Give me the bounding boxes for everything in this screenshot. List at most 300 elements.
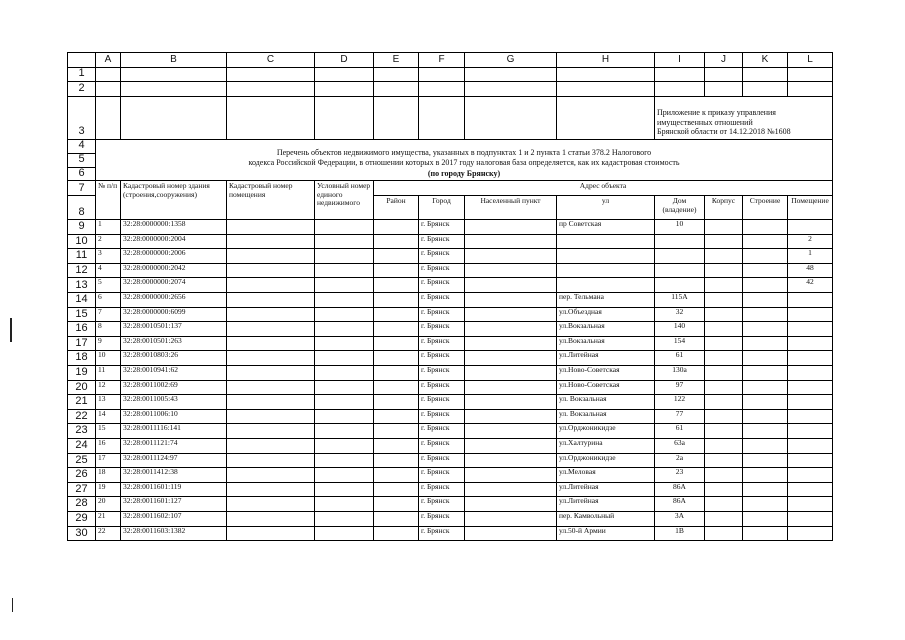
row-number[interactable]: 7	[68, 181, 96, 196]
cell-district[interactable]	[374, 497, 419, 512]
column-header-b[interactable]: B	[121, 53, 227, 68]
header-korpus[interactable]: Корпус	[705, 196, 743, 220]
cell-district[interactable]	[374, 220, 419, 235]
cell-street[interactable]	[557, 278, 655, 293]
cell-building[interactable]	[743, 263, 788, 278]
row-number[interactable]: 26	[68, 468, 96, 483]
document-title-cell[interactable]	[96, 140, 833, 181]
cell[interactable]	[96, 196, 121, 220]
header-street[interactable]: ул	[557, 196, 655, 220]
cell-room[interactable]	[788, 439, 833, 454]
cell-number[interactable]: 18	[96, 468, 121, 483]
row-number[interactable]: 10	[68, 234, 96, 249]
cell-street[interactable]: ул.Орджоникидзе	[557, 424, 655, 439]
row-number[interactable]: 9	[68, 220, 96, 235]
cell-room[interactable]	[788, 293, 833, 308]
cell-room[interactable]	[788, 424, 833, 439]
cell-locality[interactable]	[465, 249, 557, 264]
cell-city[interactable]: г. Брянск	[419, 278, 465, 293]
header-cadastral-building[interactable]: Кадастровый номер здания (строения,сооружения)	[121, 181, 227, 220]
cell-locality[interactable]	[465, 439, 557, 454]
cell-building[interactable]	[743, 249, 788, 264]
column-header-i[interactable]: I	[655, 53, 705, 68]
row-number[interactable]: 12	[68, 263, 96, 278]
cell-district[interactable]	[374, 263, 419, 278]
cell-building[interactable]	[743, 439, 788, 454]
cell-korpus[interactable]	[705, 307, 743, 322]
cell-city[interactable]: г. Брянск	[419, 336, 465, 351]
cell-district[interactable]	[374, 395, 419, 410]
cell-city[interactable]: г. Брянск	[419, 249, 465, 264]
cell-building[interactable]	[743, 468, 788, 483]
cell-locality[interactable]	[465, 395, 557, 410]
cell-locality[interactable]	[465, 482, 557, 497]
cell-city[interactable]: г. Брянск	[419, 511, 465, 526]
row-number[interactable]: 2	[68, 82, 96, 97]
cell[interactable]	[96, 82, 121, 97]
cell-korpus[interactable]	[705, 497, 743, 512]
cell-house[interactable]: 140	[655, 322, 705, 337]
cell-locality[interactable]	[465, 497, 557, 512]
cell-cadastral-number[interactable]: 32:28:0011002:69	[121, 380, 227, 395]
row-number[interactable]: 24	[68, 439, 96, 454]
cell-cadastral-room[interactable]	[227, 395, 315, 410]
cell-district[interactable]	[374, 322, 419, 337]
cell-building[interactable]	[743, 395, 788, 410]
cell-number[interactable]: 20	[96, 497, 121, 512]
cell-number[interactable]: 21	[96, 511, 121, 526]
cell[interactable]	[121, 68, 227, 82]
cell-street[interactable]: ул.Халтурина	[557, 439, 655, 454]
cell-city[interactable]: г. Брянск	[419, 220, 465, 235]
cell-house[interactable]: 61	[655, 351, 705, 366]
cell-conditional-number[interactable]	[315, 380, 374, 395]
cell-korpus[interactable]	[705, 293, 743, 308]
cell-cadastral-room[interactable]	[227, 453, 315, 468]
cell-street[interactable]: ул.Ново-Советская	[557, 366, 655, 381]
row-number[interactable]: 4	[68, 140, 96, 154]
corner-cell[interactable]	[68, 53, 96, 68]
cell-city[interactable]: г. Брянск	[419, 409, 465, 424]
cell[interactable]	[705, 82, 743, 97]
cell-cadastral-number[interactable]: 32:28:0010501:137	[121, 322, 227, 337]
cell-number[interactable]: 16	[96, 439, 121, 454]
cell-house[interactable]: 10	[655, 220, 705, 235]
cell-korpus[interactable]	[705, 453, 743, 468]
cell-locality[interactable]	[465, 307, 557, 322]
cell-cadastral-room[interactable]	[227, 366, 315, 381]
cell-conditional-number[interactable]	[315, 482, 374, 497]
cell-number[interactable]: 2	[96, 234, 121, 249]
cell-cadastral-room[interactable]	[227, 249, 315, 264]
cell-cadastral-room[interactable]	[227, 409, 315, 424]
row-number[interactable]: 15	[68, 307, 96, 322]
cell-cadastral-room[interactable]	[227, 482, 315, 497]
row-number[interactable]: 1	[68, 68, 96, 82]
cell[interactable]	[788, 68, 833, 82]
header-room[interactable]: Помещение	[788, 196, 833, 220]
row-number[interactable]: 21	[68, 395, 96, 410]
cell-district[interactable]	[374, 234, 419, 249]
row-number[interactable]: 6	[68, 167, 96, 181]
cell-cadastral-room[interactable]	[227, 526, 315, 541]
cell-building[interactable]	[743, 380, 788, 395]
header-city[interactable]: Город	[419, 196, 465, 220]
cell-korpus[interactable]	[705, 424, 743, 439]
cell-house[interactable]	[655, 263, 705, 278]
cell-house[interactable]: 122	[655, 395, 705, 410]
cell-room[interactable]	[788, 453, 833, 468]
cell-house[interactable]: 86А	[655, 482, 705, 497]
cell-locality[interactable]	[465, 424, 557, 439]
cell-room[interactable]	[788, 468, 833, 483]
cell-korpus[interactable]	[705, 380, 743, 395]
cell[interactable]	[655, 82, 705, 97]
cell-korpus[interactable]	[705, 511, 743, 526]
cell[interactable]	[227, 97, 315, 140]
cell-district[interactable]	[374, 482, 419, 497]
cell-house[interactable]: 63а	[655, 439, 705, 454]
cell-conditional-number[interactable]	[315, 336, 374, 351]
cell-locality[interactable]	[465, 220, 557, 235]
cell-cadastral-room[interactable]	[227, 336, 315, 351]
cell-number[interactable]: 12	[96, 380, 121, 395]
cell-cadastral-number[interactable]: 32:28:0000000:1358	[121, 220, 227, 235]
cell-building[interactable]	[743, 336, 788, 351]
cell-number[interactable]: 1	[96, 220, 121, 235]
cell-district[interactable]	[374, 468, 419, 483]
cell[interactable]	[315, 82, 374, 97]
row-number[interactable]: 13	[68, 278, 96, 293]
cell[interactable]	[557, 68, 655, 82]
cell-room[interactable]	[788, 497, 833, 512]
cell-city[interactable]: г. Брянск	[419, 526, 465, 541]
cell-number[interactable]: 22	[96, 526, 121, 541]
cell-korpus[interactable]	[705, 482, 743, 497]
cell-locality[interactable]	[465, 263, 557, 278]
cell-district[interactable]	[374, 526, 419, 541]
cell-building[interactable]	[743, 293, 788, 308]
cell-city[interactable]: г. Брянск	[419, 263, 465, 278]
cell-district[interactable]	[374, 249, 419, 264]
cell-city[interactable]: г. Брянск	[419, 380, 465, 395]
cell-conditional-number[interactable]	[315, 263, 374, 278]
cell-district[interactable]	[374, 511, 419, 526]
cell-cadastral-room[interactable]	[227, 307, 315, 322]
cell-room[interactable]	[788, 380, 833, 395]
cell-building[interactable]	[743, 453, 788, 468]
cell-street[interactable]: ул. Вокзальная	[557, 409, 655, 424]
cell-street[interactable]: ул.Меловая	[557, 468, 655, 483]
cell-building[interactable]	[743, 409, 788, 424]
cell-locality[interactable]	[465, 526, 557, 541]
cell-cadastral-number[interactable]: 32:28:0000000:2656	[121, 293, 227, 308]
cell-city[interactable]: г. Брянск	[419, 322, 465, 337]
row-number[interactable]: 5	[68, 153, 96, 167]
column-header-d[interactable]: D	[315, 53, 374, 68]
cell-city[interactable]: г. Брянск	[419, 453, 465, 468]
cell-city[interactable]: г. Брянск	[419, 497, 465, 512]
cell-building[interactable]	[743, 307, 788, 322]
cell-city[interactable]: г. Брянск	[419, 439, 465, 454]
row-number[interactable]: 18	[68, 351, 96, 366]
column-header-j[interactable]: J	[705, 53, 743, 68]
cell-district[interactable]	[374, 453, 419, 468]
row-number[interactable]: 27	[68, 482, 96, 497]
cell-cadastral-room[interactable]	[227, 424, 315, 439]
cell-building[interactable]	[743, 424, 788, 439]
cell-conditional-number[interactable]	[315, 439, 374, 454]
cell-conditional-number[interactable]	[315, 322, 374, 337]
cell-number[interactable]: 4	[96, 263, 121, 278]
cell-korpus[interactable]	[705, 278, 743, 293]
cell-cadastral-room[interactable]	[227, 234, 315, 249]
cell-district[interactable]	[374, 278, 419, 293]
cell-house[interactable]: 3А	[655, 511, 705, 526]
cell-district[interactable]	[374, 351, 419, 366]
header-house[interactable]: Дом (владение)	[655, 196, 705, 220]
cell-building[interactable]	[743, 526, 788, 541]
cell-house[interactable]: 115А	[655, 293, 705, 308]
column-header-e[interactable]: E	[374, 53, 419, 68]
cell-house[interactable]	[655, 278, 705, 293]
cell-korpus[interactable]	[705, 249, 743, 264]
cell-city[interactable]: г. Брянск	[419, 482, 465, 497]
cell[interactable]	[315, 68, 374, 82]
cell-locality[interactable]	[465, 366, 557, 381]
cell-street[interactable]	[557, 263, 655, 278]
row-number[interactable]: 11	[68, 249, 96, 264]
cell-street[interactable]: ул.Литейная	[557, 351, 655, 366]
cell-conditional-number[interactable]	[315, 468, 374, 483]
cell-street[interactable]: ул.Орджоникидзе	[557, 453, 655, 468]
cell-house[interactable]: 23	[655, 468, 705, 483]
header-locality[interactable]: Населенный пункт	[465, 196, 557, 220]
cell-korpus[interactable]	[705, 439, 743, 454]
cell-cadastral-number[interactable]: 32:28:0000000:6099	[121, 307, 227, 322]
cell-building[interactable]	[743, 497, 788, 512]
cell-city[interactable]: г. Брянск	[419, 307, 465, 322]
cell[interactable]	[705, 68, 743, 82]
row-number[interactable]: 25	[68, 453, 96, 468]
cell[interactable]	[465, 97, 557, 140]
cell-locality[interactable]	[465, 380, 557, 395]
cell-number[interactable]: 14	[96, 409, 121, 424]
cell-number[interactable]: 7	[96, 307, 121, 322]
order-note-cell[interactable]	[655, 97, 833, 140]
cell-house[interactable]: 1В	[655, 526, 705, 541]
cell-conditional-number[interactable]	[315, 453, 374, 468]
cell-cadastral-room[interactable]	[227, 468, 315, 483]
cell-cadastral-number[interactable]: 32:28:0000000:2006	[121, 249, 227, 264]
row-number[interactable]: 29	[68, 511, 96, 526]
cell-conditional-number[interactable]	[315, 307, 374, 322]
cell-korpus[interactable]	[705, 366, 743, 381]
cell-house[interactable]	[655, 234, 705, 249]
cell-korpus[interactable]	[705, 234, 743, 249]
cell-district[interactable]	[374, 307, 419, 322]
cell-house[interactable]	[655, 249, 705, 264]
cell-street[interactable]: ул.Объездная	[557, 307, 655, 322]
cell-house[interactable]: 154	[655, 336, 705, 351]
cell-district[interactable]	[374, 366, 419, 381]
cell-locality[interactable]	[465, 278, 557, 293]
cell-building[interactable]	[743, 482, 788, 497]
cell-cadastral-number[interactable]: 32:28:0011412:38	[121, 468, 227, 483]
cell[interactable]	[788, 82, 833, 97]
column-header-c[interactable]: C	[227, 53, 315, 68]
cell-room[interactable]: 2	[788, 234, 833, 249]
cell-locality[interactable]	[465, 511, 557, 526]
cell-cadastral-room[interactable]	[227, 511, 315, 526]
cell-room[interactable]	[788, 482, 833, 497]
cell-room[interactable]	[788, 351, 833, 366]
row-number[interactable]: 23	[68, 424, 96, 439]
row-number[interactable]: 30	[68, 526, 96, 541]
column-header-f[interactable]: F	[419, 53, 465, 68]
cell-house[interactable]: 97	[655, 380, 705, 395]
cell-conditional-number[interactable]	[315, 278, 374, 293]
cell-street[interactable]: пер. Тельмана	[557, 293, 655, 308]
column-header-a[interactable]: A	[96, 53, 121, 68]
cell-district[interactable]	[374, 293, 419, 308]
cell[interactable]	[465, 82, 557, 97]
cell-street[interactable]: пр Советская	[557, 220, 655, 235]
cell-room[interactable]	[788, 511, 833, 526]
cell-locality[interactable]	[465, 453, 557, 468]
cell-street[interactable]: ул.50-й Армии	[557, 526, 655, 541]
cell[interactable]	[121, 97, 227, 140]
column-header-h[interactable]: H	[557, 53, 655, 68]
cell-cadastral-number[interactable]: 32:28:0011603:1382	[121, 526, 227, 541]
cell-conditional-number[interactable]	[315, 351, 374, 366]
cell-room[interactable]	[788, 322, 833, 337]
cell-korpus[interactable]	[705, 322, 743, 337]
cell[interactable]	[374, 82, 419, 97]
cell-city[interactable]: г. Брянск	[419, 395, 465, 410]
cell-house[interactable]: 61	[655, 424, 705, 439]
cell-city[interactable]: г. Брянск	[419, 468, 465, 483]
cell-conditional-number[interactable]	[315, 424, 374, 439]
cell-korpus[interactable]	[705, 351, 743, 366]
cell-street[interactable]: ул.Литейная	[557, 497, 655, 512]
cell-number[interactable]: 19	[96, 482, 121, 497]
cell-house[interactable]: 130а	[655, 366, 705, 381]
cell-building[interactable]	[743, 351, 788, 366]
cell-locality[interactable]	[465, 336, 557, 351]
cell-street[interactable]: ул. Вокзальная	[557, 395, 655, 410]
cell-conditional-number[interactable]	[315, 293, 374, 308]
row-number[interactable]: 14	[68, 293, 96, 308]
header-address[interactable]: Адрес объекта	[374, 181, 833, 196]
cell-cadastral-room[interactable]	[227, 380, 315, 395]
cell-district[interactable]	[374, 424, 419, 439]
cell-street[interactable]: ул.Вокзальная	[557, 336, 655, 351]
cell[interactable]	[419, 82, 465, 97]
cell-cadastral-room[interactable]	[227, 322, 315, 337]
cell-conditional-number[interactable]	[315, 249, 374, 264]
cell-korpus[interactable]	[705, 263, 743, 278]
header-conditional-number[interactable]: Условный номер единого недвижимого	[315, 181, 374, 220]
cell[interactable]	[374, 68, 419, 82]
cell-street[interactable]	[557, 234, 655, 249]
cell-cadastral-room[interactable]	[227, 351, 315, 366]
cell-district[interactable]	[374, 380, 419, 395]
cell[interactable]	[655, 68, 705, 82]
row-number[interactable]: 22	[68, 409, 96, 424]
cell-room[interactable]: 42	[788, 278, 833, 293]
cell-korpus[interactable]	[705, 220, 743, 235]
cell-conditional-number[interactable]	[315, 409, 374, 424]
cell-city[interactable]: г. Брянск	[419, 351, 465, 366]
cell-room[interactable]	[788, 366, 833, 381]
cell-room[interactable]	[788, 307, 833, 322]
cell-locality[interactable]	[465, 234, 557, 249]
cell[interactable]	[374, 97, 419, 140]
cell-street[interactable]: пер. Камвольный	[557, 511, 655, 526]
cell[interactable]	[557, 97, 655, 140]
cell-cadastral-number[interactable]: 32:28:0010501:263	[121, 336, 227, 351]
row-number[interactable]: 20	[68, 380, 96, 395]
header-number[interactable]: № п/п	[96, 181, 121, 196]
cell-building[interactable]	[743, 366, 788, 381]
cell-number[interactable]: 11	[96, 366, 121, 381]
cell[interactable]	[465, 68, 557, 82]
cell-number[interactable]: 8	[96, 322, 121, 337]
cell-cadastral-number[interactable]: 32:28:0011601:119	[121, 482, 227, 497]
cell-building[interactable]	[743, 511, 788, 526]
cell-street[interactable]: ул.Литейная	[557, 482, 655, 497]
row-number[interactable]: 17	[68, 336, 96, 351]
cell-number[interactable]: 13	[96, 395, 121, 410]
cell-korpus[interactable]	[705, 336, 743, 351]
cell-house[interactable]: 32	[655, 307, 705, 322]
cell-conditional-number[interactable]	[315, 234, 374, 249]
row-number[interactable]: 19	[68, 366, 96, 381]
cell-cadastral-number[interactable]: 32:28:0011602:107	[121, 511, 227, 526]
cell-district[interactable]	[374, 409, 419, 424]
cell-locality[interactable]	[465, 293, 557, 308]
cell-room[interactable]	[788, 409, 833, 424]
cell-house[interactable]: 2а	[655, 453, 705, 468]
cell-cadastral-number[interactable]: 32:28:0000000:2042	[121, 263, 227, 278]
cell[interactable]	[743, 68, 788, 82]
cell-room[interactable]: 1	[788, 249, 833, 264]
cell-house[interactable]: 86А	[655, 497, 705, 512]
cell-locality[interactable]	[465, 468, 557, 483]
cell[interactable]	[227, 68, 315, 82]
cell-city[interactable]: г. Брянск	[419, 366, 465, 381]
cell[interactable]	[96, 68, 121, 82]
cell-korpus[interactable]	[705, 409, 743, 424]
cell[interactable]	[227, 82, 315, 97]
row-number[interactable]: 3	[68, 97, 96, 140]
cell-street[interactable]: ул.Вокзальная	[557, 322, 655, 337]
cell-district[interactable]	[374, 439, 419, 454]
cell-cadastral-number[interactable]: 32:28:0011124:97	[121, 453, 227, 468]
cell-room[interactable]	[788, 395, 833, 410]
cell-cadastral-number[interactable]: 32:28:0010803:26	[121, 351, 227, 366]
cell-cadastral-number[interactable]: 32:28:0010941:62	[121, 366, 227, 381]
cell-number[interactable]: 15	[96, 424, 121, 439]
column-header-l[interactable]: L	[788, 53, 833, 68]
cell-number[interactable]: 9	[96, 336, 121, 351]
cell-building[interactable]	[743, 322, 788, 337]
cell-cadastral-room[interactable]	[227, 439, 315, 454]
cell-locality[interactable]	[465, 409, 557, 424]
cell-city[interactable]: г. Брянск	[419, 424, 465, 439]
cell-korpus[interactable]	[705, 395, 743, 410]
